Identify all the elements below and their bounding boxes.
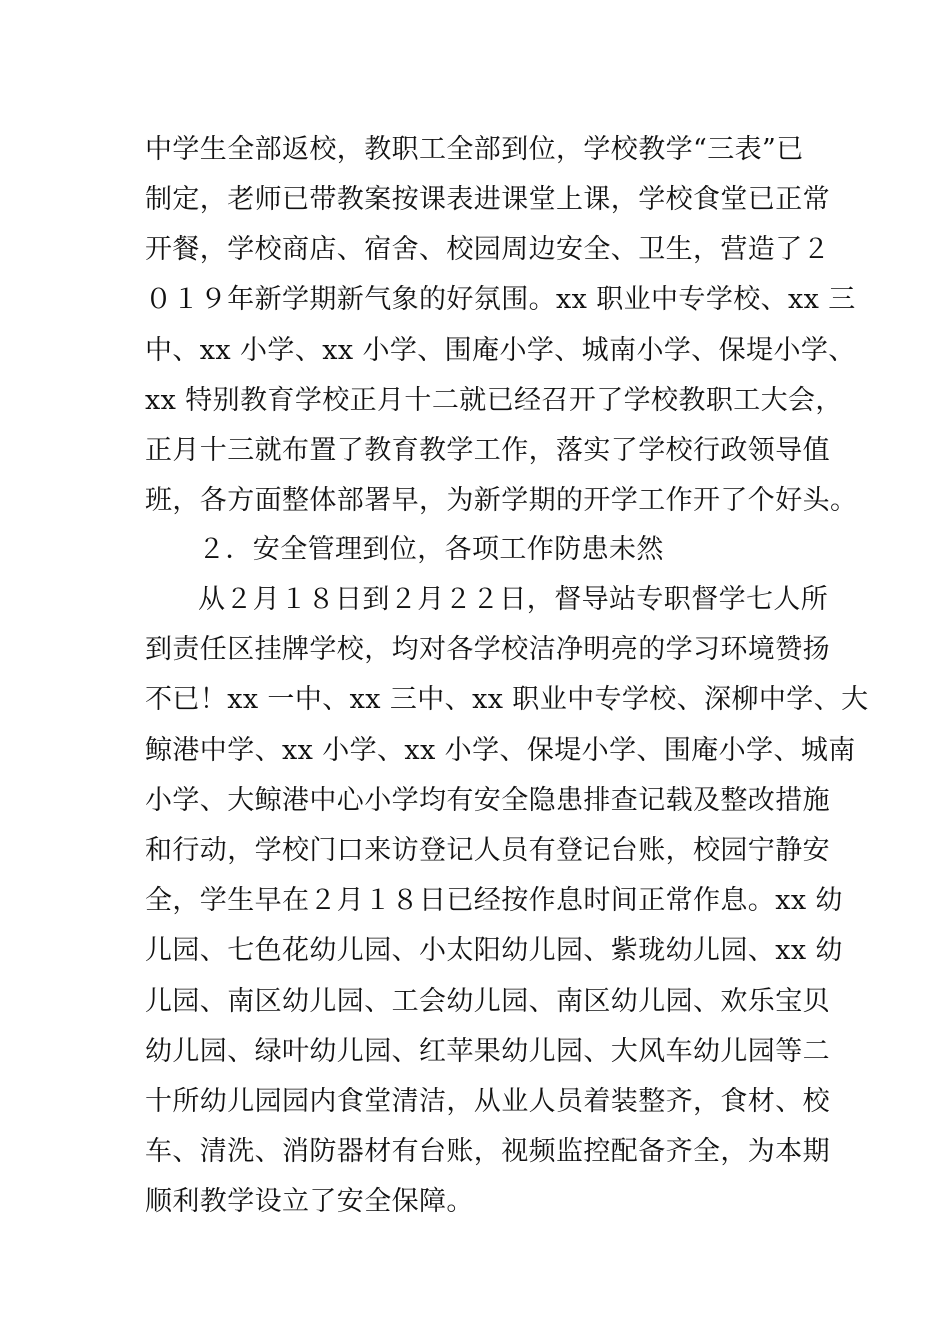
text-line: 到责任区挂牌学校，均对各学校洁净明亮的学习环境赞扬 xyxy=(145,634,830,665)
text-line: 中学生全部返校，教职工全部到位，学校教学“三表”已 xyxy=(145,134,804,165)
text-line: 中、xx 小学、xx 小学、围庵小学、城南小学、保堤小学、 xyxy=(145,335,856,366)
text-line: 和行动，学校门口来访登记人员有登记台账，校园宁静安 xyxy=(145,835,830,866)
text-line: ０１９年新学期新气象的好氛围。xx 职业中专学校、xx 三 xyxy=(145,284,856,315)
text-line: 车、清洗、消防器材有台账，视频监控配备齐全，为本期 xyxy=(145,1136,830,1167)
text-line: 儿园、七色花幼儿园、小太阳幼儿园、紫珑幼儿园、xx 幼 xyxy=(145,935,843,966)
text-line: 从２月１８日到２月２２日，督导站专职督学七人所 xyxy=(198,584,829,615)
text-line: 顺利教学设立了安全保障。 xyxy=(145,1186,474,1217)
text-line: 开餐，学校商店、宿舍、校园周边安全、卫生，营造了２ xyxy=(145,234,830,265)
text-line: 儿园、南区幼儿园、工会幼儿园、南区幼儿园、欢乐宝贝 xyxy=(145,986,830,1017)
text-line: 十所幼儿园园内食堂清洁，从业人员着装整齐，食材、校 xyxy=(145,1086,830,1117)
text-line: 小学、大鲸港中心小学均有安全隐患排查记载及整改措施 xyxy=(145,785,830,816)
text-line: 班，各方面整体部署早，为新学期的开学工作开了个好头。 xyxy=(145,485,858,516)
text-line: 幼儿园、绿叶幼儿园、红苹果幼儿园、大风车幼儿园等二 xyxy=(145,1036,830,1067)
text-line: 鲸港中学、xx 小学、xx 小学、保堤小学、围庵小学、城南 xyxy=(145,735,856,766)
text-line: 制定，老师已带教案按课表进课堂上课，学校食堂已正常 xyxy=(145,184,830,215)
section-heading: ２．安全管理到位，各项工作防患未然 xyxy=(198,534,664,565)
text-line: xx 特别教育学校正月十二就已经召开了学校教职工大会， xyxy=(145,385,843,416)
text-line: 不已！xx 一中、xx 三中、xx 职业中专学校、深柳中学、大 xyxy=(145,684,869,715)
text-line: 全，学生早在２月１８日已经按作息时间正常作息。xx 幼 xyxy=(145,885,843,916)
text-line: 正月十三就布置了教育教学工作，落实了学校行政领导值 xyxy=(145,435,830,466)
